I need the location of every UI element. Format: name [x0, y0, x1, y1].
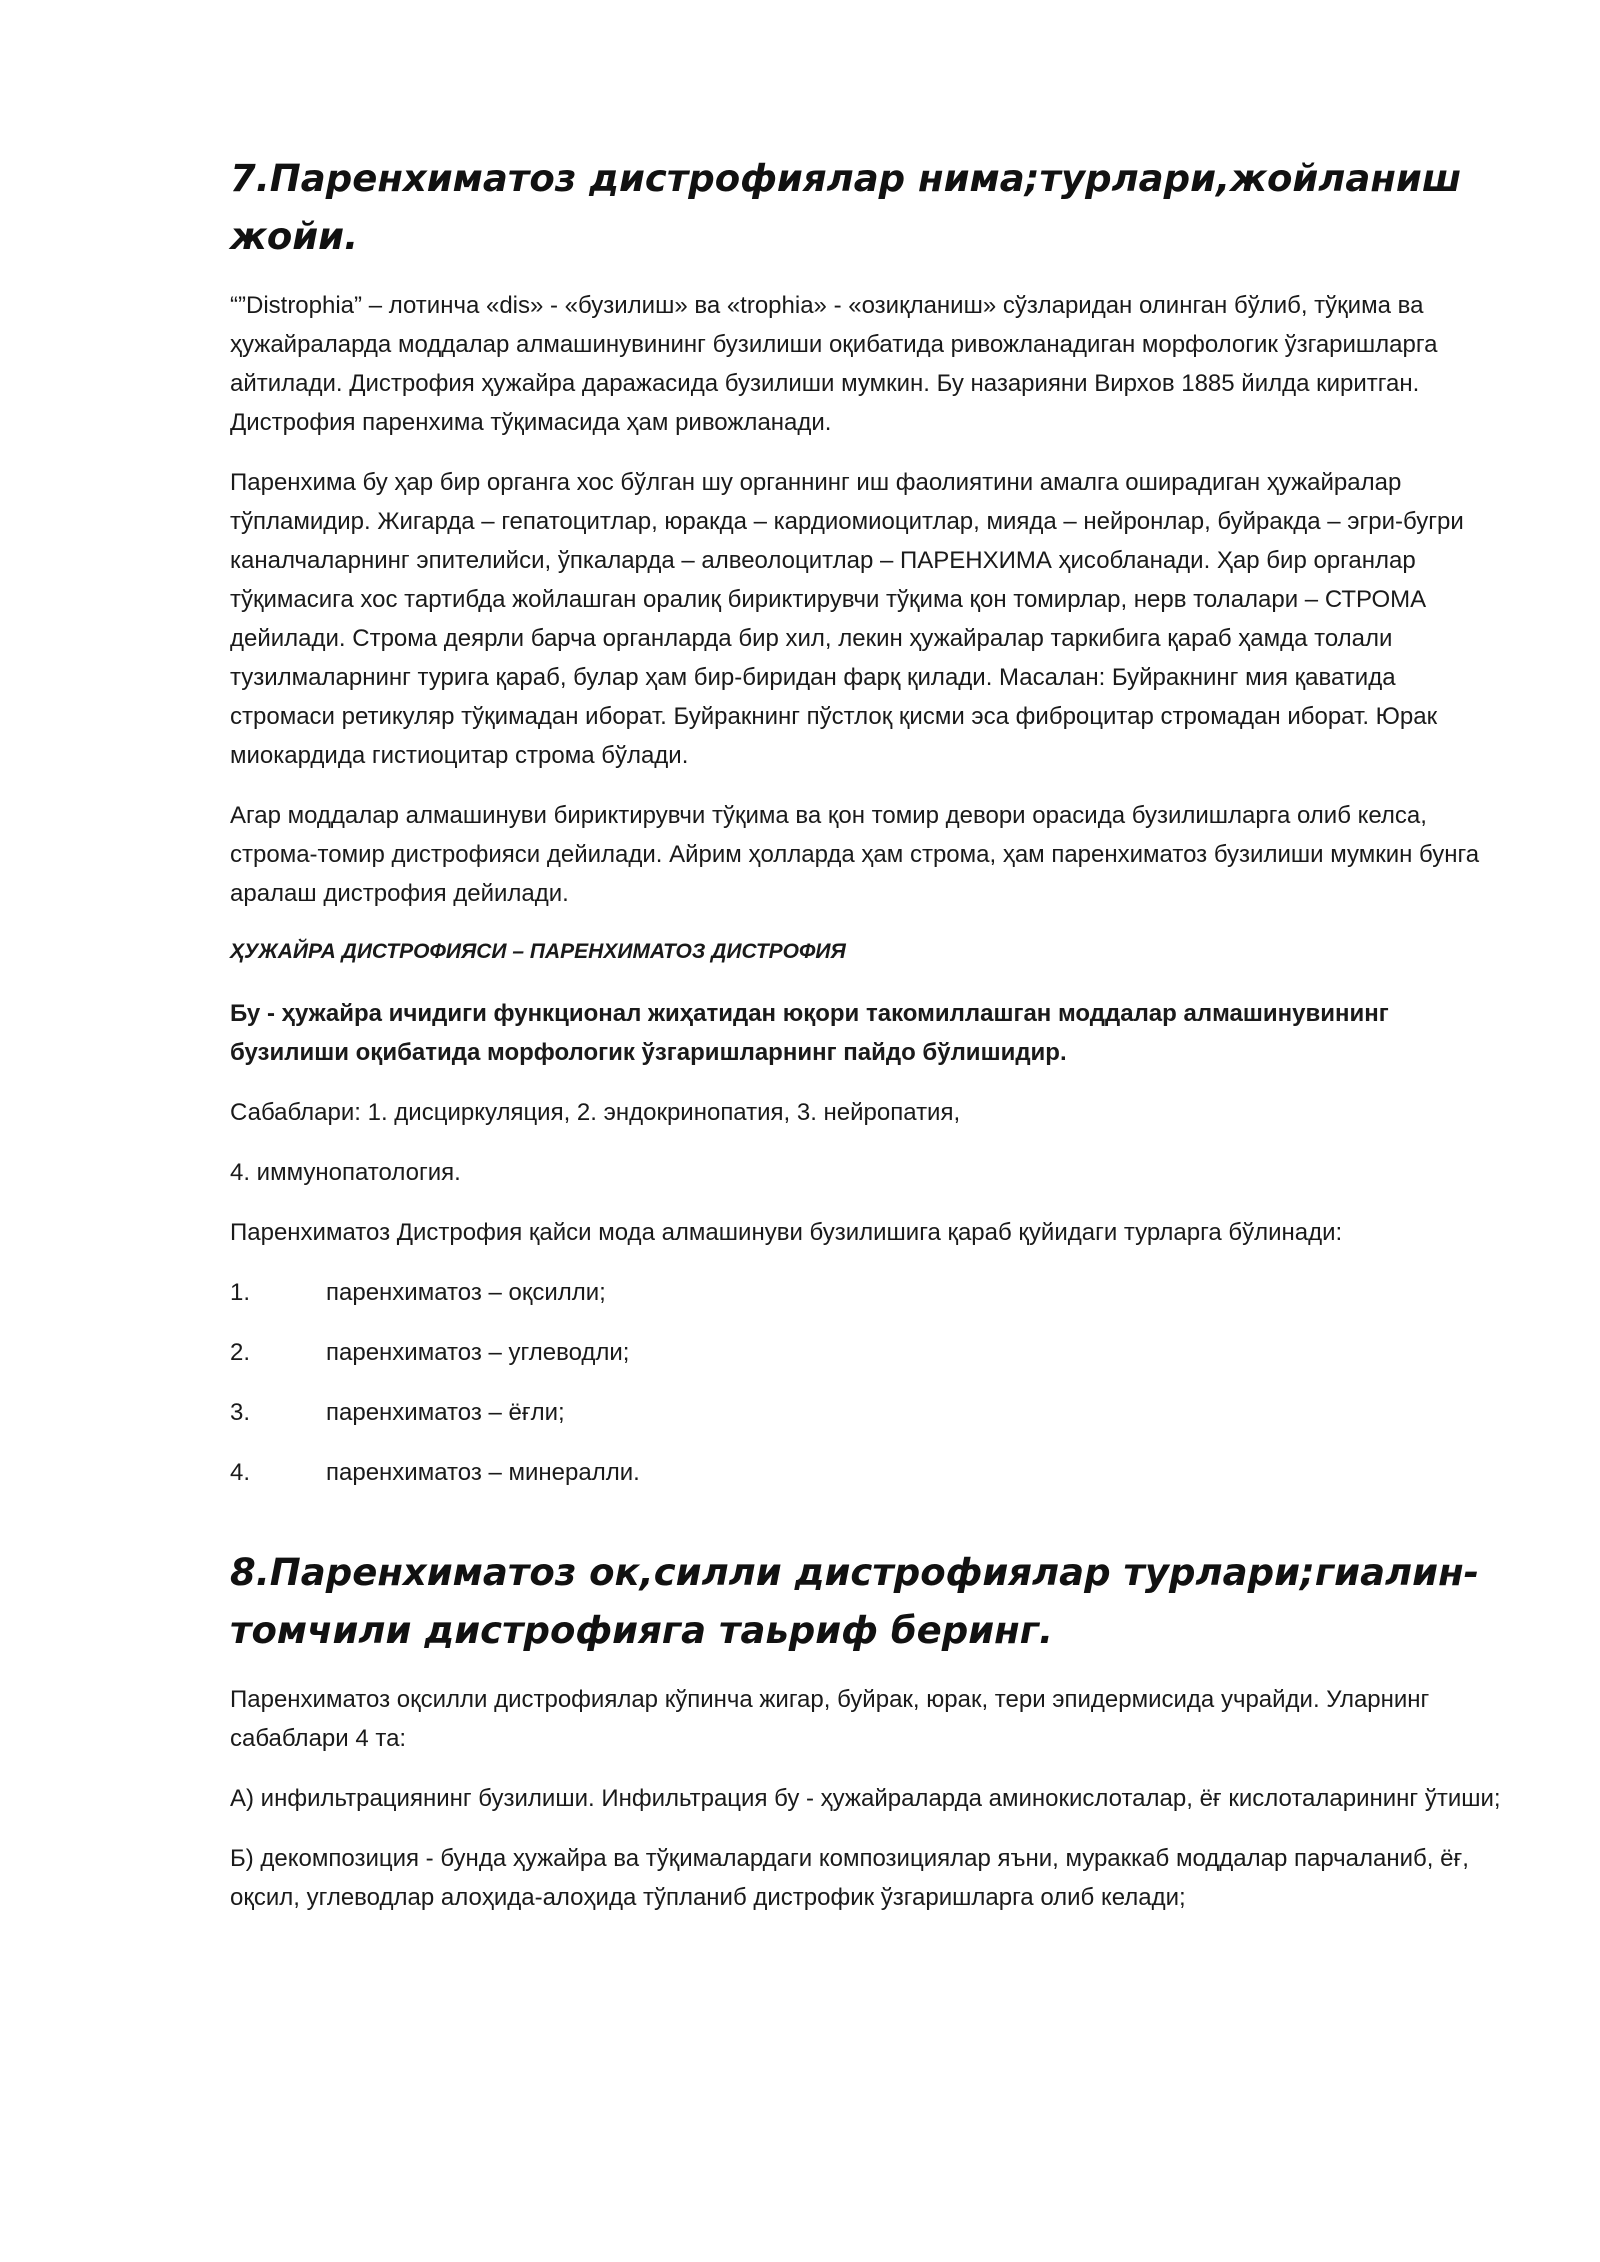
- list-item-text: паренхиматоз – ёғли;: [326, 1399, 565, 1426]
- list-item-number: 4.: [230, 1459, 251, 1486]
- section-7-paragraph-3: Агар моддалар алмашинуви бириктирувчи тўқима ва қон томир девори орасида бузилишларга олиб келса, строма-томир дистрофияси дейилади. Айрим ҳолларда ҳам строма, ҳам паренхиматоз бузилиши мумкин бунга аралаш дистрофия дейилади.: [230, 802, 1480, 907]
- list-item: [230, 1273, 1505, 1312]
- section-8-heading: 8.Паренхиматоз ок,силли дистрофиялар турлари;гиалин-томчили дистрофияга таьриф беринг.: [230, 1551, 1479, 1652]
- section-7-paragraph-1: “”Distrophia” – лотинча «dis» - «бузилиш» ва «trophia» - «озиқланиш» сўзларидан олинган бўлиб, тўқима ва ҳужайраларда моддалар алмашинувининг бузилиши оқибатида ривожланадиган морфологик ўзгаришларга айтилади. Дистрофия ҳужайра даражасида бузилиши мумкин. Бу назарияни Вирхов 1885 йилда киритган. Дистрофия паренхима тўқимасида ҳам ривожланади.: [230, 292, 1438, 436]
- causes-line-1: Сабаблари: 1. дисциркуляция, 2. эндокринопатия, 3. нейропатия,: [230, 1099, 961, 1126]
- document-page: [230, 150, 1505, 1938]
- section-7-definition: Бу - ҳужайра ичидиги функционал жиҳатидан юқори такомиллашган моддалар алмашинувининг бузилиши оқибатида морфологик ўзгаришларнинг пайдо бўлишидир.: [230, 1000, 1389, 1066]
- list-item: [230, 1333, 1505, 1372]
- section-8-paragraph-2: А) инфильтрациянинг бузилиши. Инфильтрация бу - ҳужайраларда аминокислоталар, ёғ кислоталарининг ўтиши;: [230, 1785, 1501, 1812]
- list-item-number: 2.: [230, 1339, 251, 1366]
- list-item-text: паренхиматоз – углеводли;: [326, 1339, 630, 1366]
- section-8-paragraph-3: Б) декомпозиция - бунда ҳужайра ва тўқималардаги композициялар яъни, мураккаб моддалар парчаланиб, ёғ, оқсил, углеводлар алоҳида-алоҳида тўпланиб дистрофик ўзгаришларга олиб келади;: [230, 1845, 1469, 1911]
- types-list: [230, 1273, 1505, 1492]
- section-8-paragraph-1: Паренхиматоз оқсилли дистрофиялар кўпинча жигар, буйрак, юрак, тери эпидермисида учрайди. Уларнинг сабаблари 4 та:: [230, 1686, 1430, 1752]
- section-7-paragraph-2: Паренхима бу ҳар бир органга хос бўлган шу органнинг иш фаолиятини амалга оширадиган ҳужайралар тўпламидир. Жигарда – гепатоцитлар, юракда – кардиомиоцитлар, мияда – нейронлар, буйракда – эгри-бугри каналчаларнинг эпителийси, ўпкаларда – алвеолоцитлар – ПАРЕНХИМА ҳисобланади. Ҳар бир органлар тўқимасига хос тартибда жойлашган оралиқ бириктирувчи тўқима қон томирлар, нерв толалари – СТРОМА дейилади. Строма деярли барча органларда бир хил, лекин ҳужайралар таркибига қараб ҳамда толали тузилмаларнинг турига қараб, булар ҳам бир-биридан фарқ қилади. Масалан: Буйракнинг мия қаватида стромаси ретикуляр тўқимадан иборат. Буйракнинг пўстлоқ қисми эса фиброцитар стромадан иборат. Юрак миокардида гистиоцитар строма бўлади.: [230, 469, 1464, 769]
- causes-line-2: 4. иммунопатология.: [230, 1159, 461, 1186]
- list-item: [230, 1453, 1505, 1492]
- list-item: [230, 1393, 1505, 1432]
- types-intro: Паренхиматоз Дистрофия қайси мода алмашинуви бузилишига қараб қуйидаги турларга бўлинади:: [230, 1219, 1343, 1246]
- list-item-text: паренхиматоз – минералли.: [326, 1459, 640, 1486]
- list-item-text: паренхиматоз – оқсилли;: [326, 1279, 606, 1306]
- list-item-number: 3.: [230, 1399, 251, 1426]
- list-item-number: 1.: [230, 1279, 251, 1306]
- section-7-subheading: ҲУЖАЙРА ДИСТРОФИЯСИ – ПАРЕНХИМАТОЗ ДИСТРОФИЯ: [230, 940, 846, 963]
- section-7-heading: 7.Паренхиматоз дистрофиялар нима;турлари,жойланиш жойи.: [230, 157, 1462, 258]
